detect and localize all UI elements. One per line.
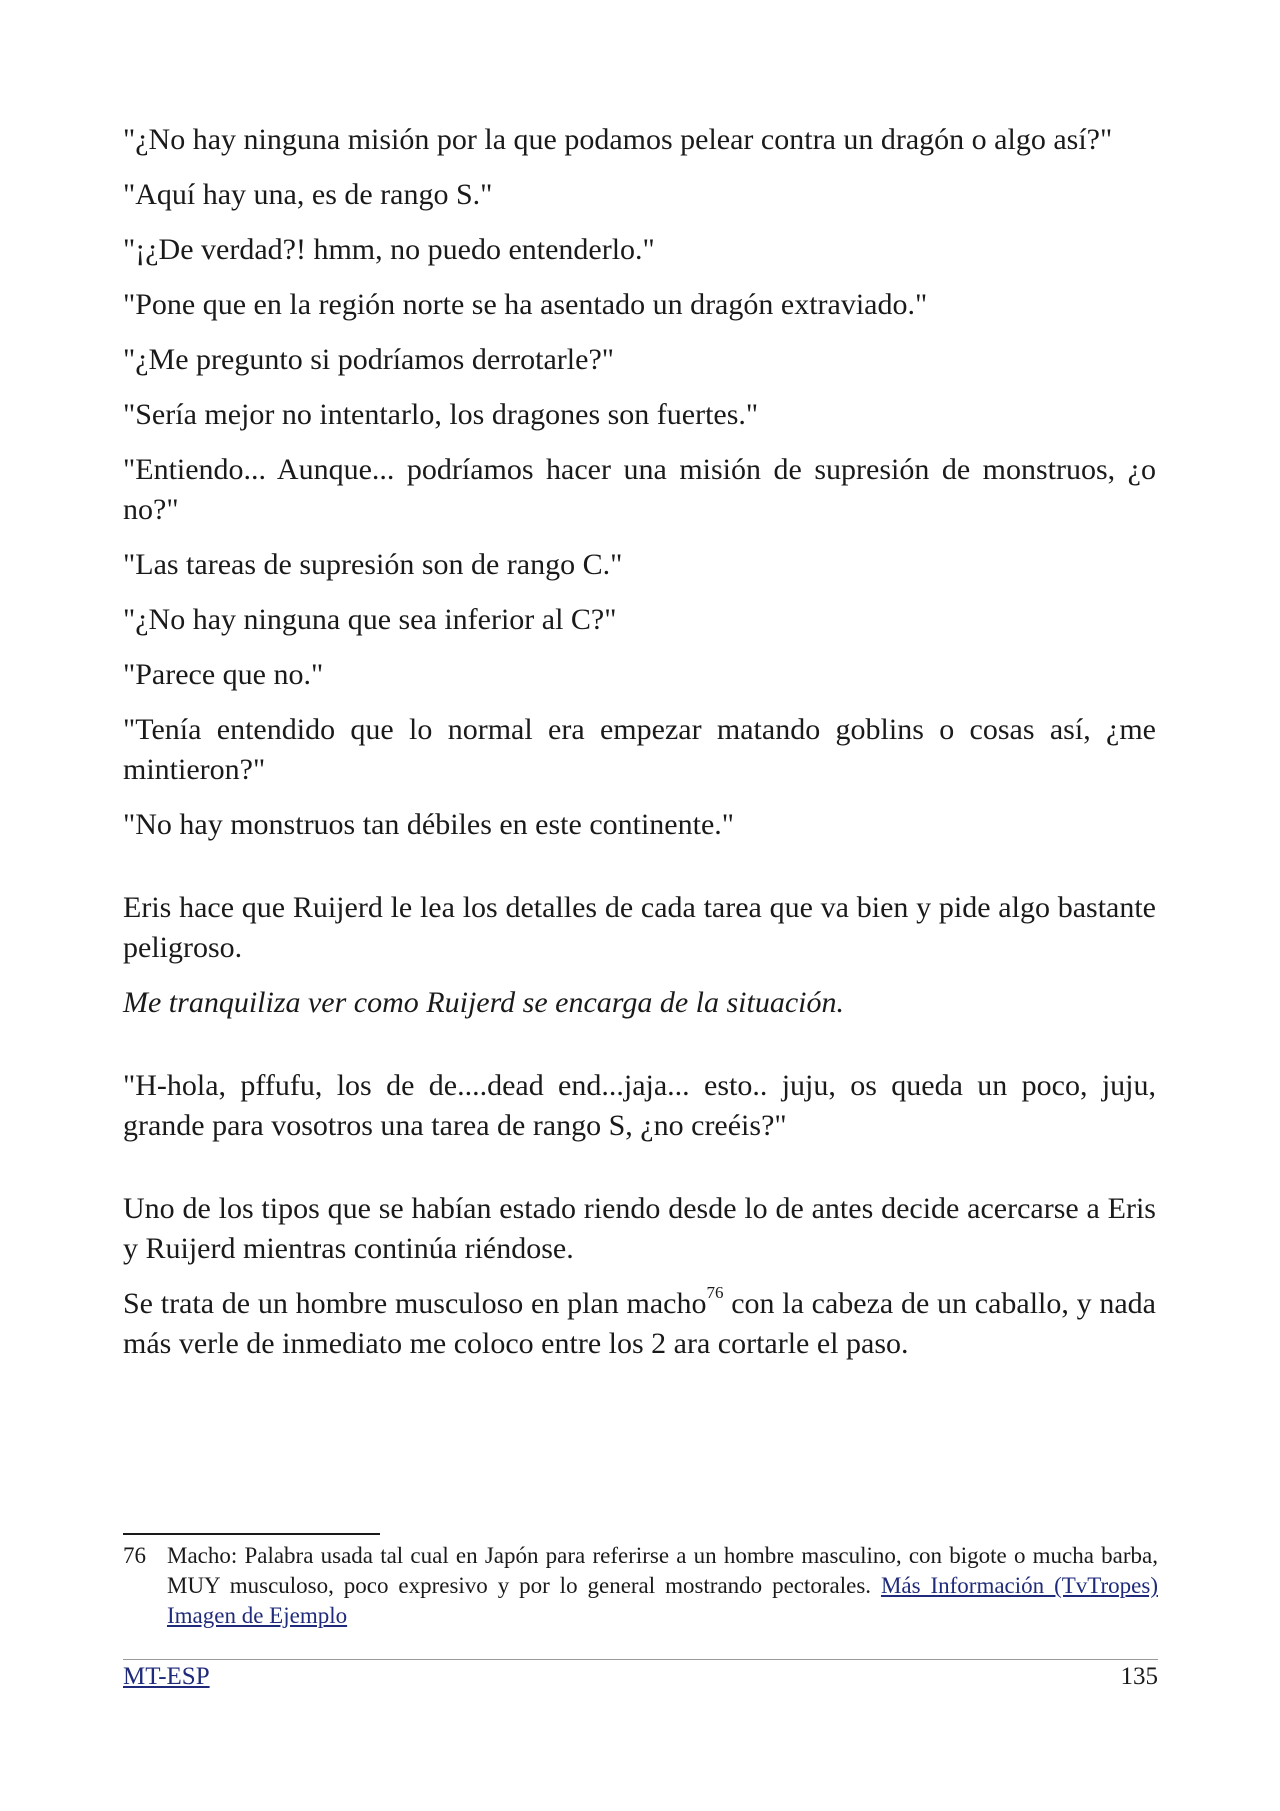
text-segment: con la cabeza de un caballo, y nada más verle de inmediato me coloco entre los 2 ara cortarle el paso. [123,1287,1156,1360]
page-footer [123,1662,1158,1692]
section-gap [123,1038,1156,1066]
paragraph: "¿No hay ninguna misión por la que podamos pelear contra un dragón o algo así?" [123,123,1113,156]
paragraph: "H-hola, pffufu, los de de....dead end...jaja... esto.. juju, os queda un poco, juju, grande para vosotros una tarea de rango S, ¿no creéis?" [123,1069,1156,1142]
paragraph: Uno de los tipos que se habían estado riendo desde lo de antes decide acercarse a Eris y Ruijerd mientras continúa riéndose. [123,1192,1156,1265]
footnote-body: Macho: Palabra usada tal cual en Japón para referirse a un hombre masculino, con bigote o mucha barba, MUY musculoso, poco expresivo y por lo general mostrando pectorales. [167,1543,1158,1598]
paragraph: "Sería mejor no intentarlo, los dragones son fuertes." [123,398,759,431]
paragraph: "¿Me pregunto si podríamos derrotarle?" [123,343,615,376]
footnote-text [167,1541,1158,1631]
paragraph: "Parece que no." [123,658,324,691]
paragraph: "No hay monstruos tan débiles en este continente." [123,808,735,841]
footnote-reference[interactable]: 76 [706,1283,724,1302]
paragraph: "Pone que en la región norte se ha asentado un dragón extraviado." [123,288,928,321]
footer-separator [123,1659,1158,1660]
paragraph-with-footnote [123,1284,1156,1364]
section-gap [123,1161,1156,1189]
footer-site-link[interactable]: MT-ESP [123,1663,210,1690]
paragraph: "¡¿De verdad?! hmm, no puedo entenderlo." [123,233,655,266]
footnote-separator [123,1533,380,1535]
section-gap [123,860,1156,888]
paragraph: "Entiendo... Aunque... podríamos hacer una misión de supresión de monstruos, ¿o no?" [123,453,1156,526]
paragraph: "Las tareas de supresión son de rango C." [123,548,623,581]
paragraph: "¿No hay ninguna que sea inferior al C?" [123,603,617,636]
footnote-number: 76 [123,1543,146,1568]
tvtropes-link[interactable]: Más Información (TvTropes) [880,1573,1158,1598]
italic-thought: Me tranquiliza ver como Ruijerd se encarga de la situación. [123,986,844,1019]
text-segment: Se trata de un hombre musculoso en plan macho [123,1287,707,1320]
page-body [123,120,1156,1379]
paragraph: "Aquí hay una, es de rango S." [123,178,493,211]
footnote [123,1541,1158,1631]
paragraph: Eris hace que Ruijerd le lea los detalles de cada tarea que va bien y pide algo bastante peligroso. [123,891,1156,964]
example-image-link[interactable]: Imagen de Ejemplo [167,1603,348,1628]
paragraph: "Tenía entendido que lo normal era empezar matando goblins o cosas así, ¿me mintieron?" [123,713,1156,786]
page-number: 135 [1120,1663,1158,1690]
